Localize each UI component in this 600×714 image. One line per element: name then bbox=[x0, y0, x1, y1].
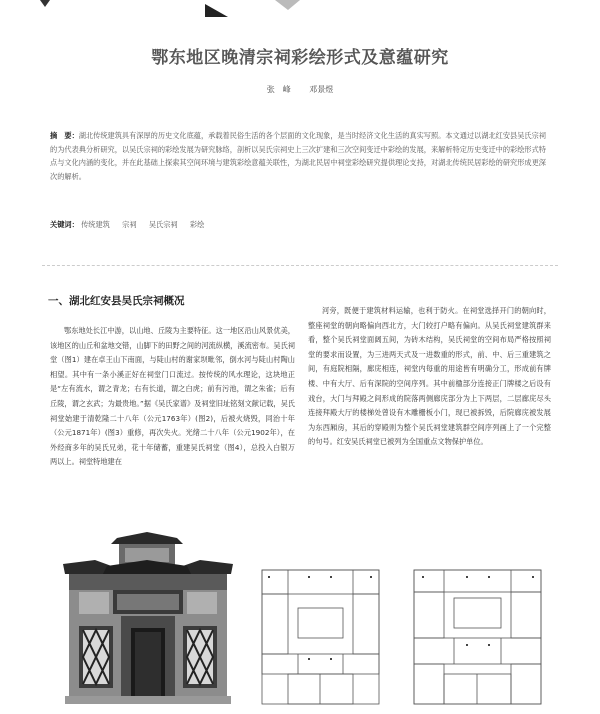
corner-triangle-mid bbox=[205, 4, 228, 17]
corner-triangle-right bbox=[275, 0, 300, 10]
abstract-text: 湖北传统建筑具有深厚的历史文化底蕴，承载着民俗生活的各个层面的文化现象，是当时经济文化生活的真实写照。本文通过以湖北红安县吴氏宗祠的为代表典分析研究，以吴氏宗祠的彩绘发展为研究脉络，剖析以吴氏宗祠史上三次扩建和三次空间变迁中彩绘的发展，来解析特定历史变迁中的彩绘形式特点与文化内涵的变化，并在此基础上探索其空间环境与建筑彩绘意蕴关联性，为湖北民居中祠堂彩绘研究提供理论支持，对湖北传统民居彩绘的研究形成更深次的解析。 bbox=[50, 131, 546, 181]
figure-1-photo bbox=[55, 530, 240, 708]
keywords-label: 关键词： bbox=[50, 220, 79, 229]
figure-2-floor-plan bbox=[258, 568, 383, 708]
body-column-left: 鄂东地处长江中游，以山地、丘陵为主要特征。这一地区沿山风景优美，该地区的山丘和盆地交错，山脚下的田野之间的河流纵横，溪流密布。吴氏祠堂（图1）建在卓王山下南面，与陡山村的谢家坝毗邻，倒水河与陡山村陶山相望。其中有一条小溪正好在祠堂门口流过。按传统的风水理论，这块地正是“左有流水，谓之青龙；右有长道，谓之白虎；前有污池，谓之朱雀；后有丘陵，谓之玄武；为最贵地。”据《吴氏家谱》及祠堂旧址铭刻文献记载，吴氏祠堂始建于清乾隆二十八年（公元1763年）(图2)，后被火烧毁，同治十年（公元1871年）(图3）重修，再次失火。光绪二十八年（公元1902年），在外经商多年的吴氏兄弟，花十年储蓄，重建吴氏祠堂（图4），总投入白银万两以上。祠堂特地建在 bbox=[50, 326, 295, 467]
section-heading: 一、湖北红安县吴氏宗祠概况 bbox=[48, 295, 185, 307]
keyword-3: 吴氏宗祠 bbox=[148, 220, 178, 229]
author-line bbox=[0, 84, 600, 95]
body-column-right: 河旁，既便于建筑材料运输，也利于防火。在祠堂选择开门的朝向时，整座祠堂的朝向略偏向西北方，大门较打户略有偏向。从吴氏祠堂建筑群来看，整个吴氏祠堂面阔五间，为砖木结构，吴氏祠堂的空间布局严格按照祠堂的要求而设置，为三进两天式及一进数重的形式，前、中、后三重建筑之间，有庭院相隔，廊庑相连，祠堂内每重的用途皆有明确分工，形成前有牌楼、中有大厅、后有深院的空间序列。其中前楹部分连接正门牌楼之后设有戏台，大门与拜殿之间形成的院落两侧廊庑部分为上下两层，二层廊庑尽头连接拜殿大厅的楼梯处曾设有木雕栅板小门，现已被拆毁，后院廊庑被发展为东西厢房，其后的穿殿则为整个吴氏祠堂建筑群空间序列画上了一个完整的句号。红安吴氏祠堂已被列为全国重点文物保护单位。 bbox=[308, 306, 551, 447]
keywords-block bbox=[50, 220, 550, 230]
paper-title: 鄂东地区晚清宗祠彩绘形式及意蕴研究 bbox=[151, 48, 449, 68]
corner-triangle-left bbox=[40, 0, 50, 7]
author-2: 邓景煜 bbox=[309, 85, 334, 94]
keyword-2: 宗祠 bbox=[122, 220, 137, 229]
author-1: 张 峰 bbox=[266, 85, 291, 94]
abstract-label: 摘 要： bbox=[50, 131, 79, 140]
figure-3-floor-plan bbox=[410, 568, 545, 708]
abstract-block bbox=[50, 129, 550, 183]
section-divider bbox=[42, 265, 558, 266]
keyword-1: 传统建筑 bbox=[81, 220, 110, 229]
header-decoration bbox=[0, 0, 600, 40]
keyword-4: 彩绘 bbox=[189, 220, 205, 229]
